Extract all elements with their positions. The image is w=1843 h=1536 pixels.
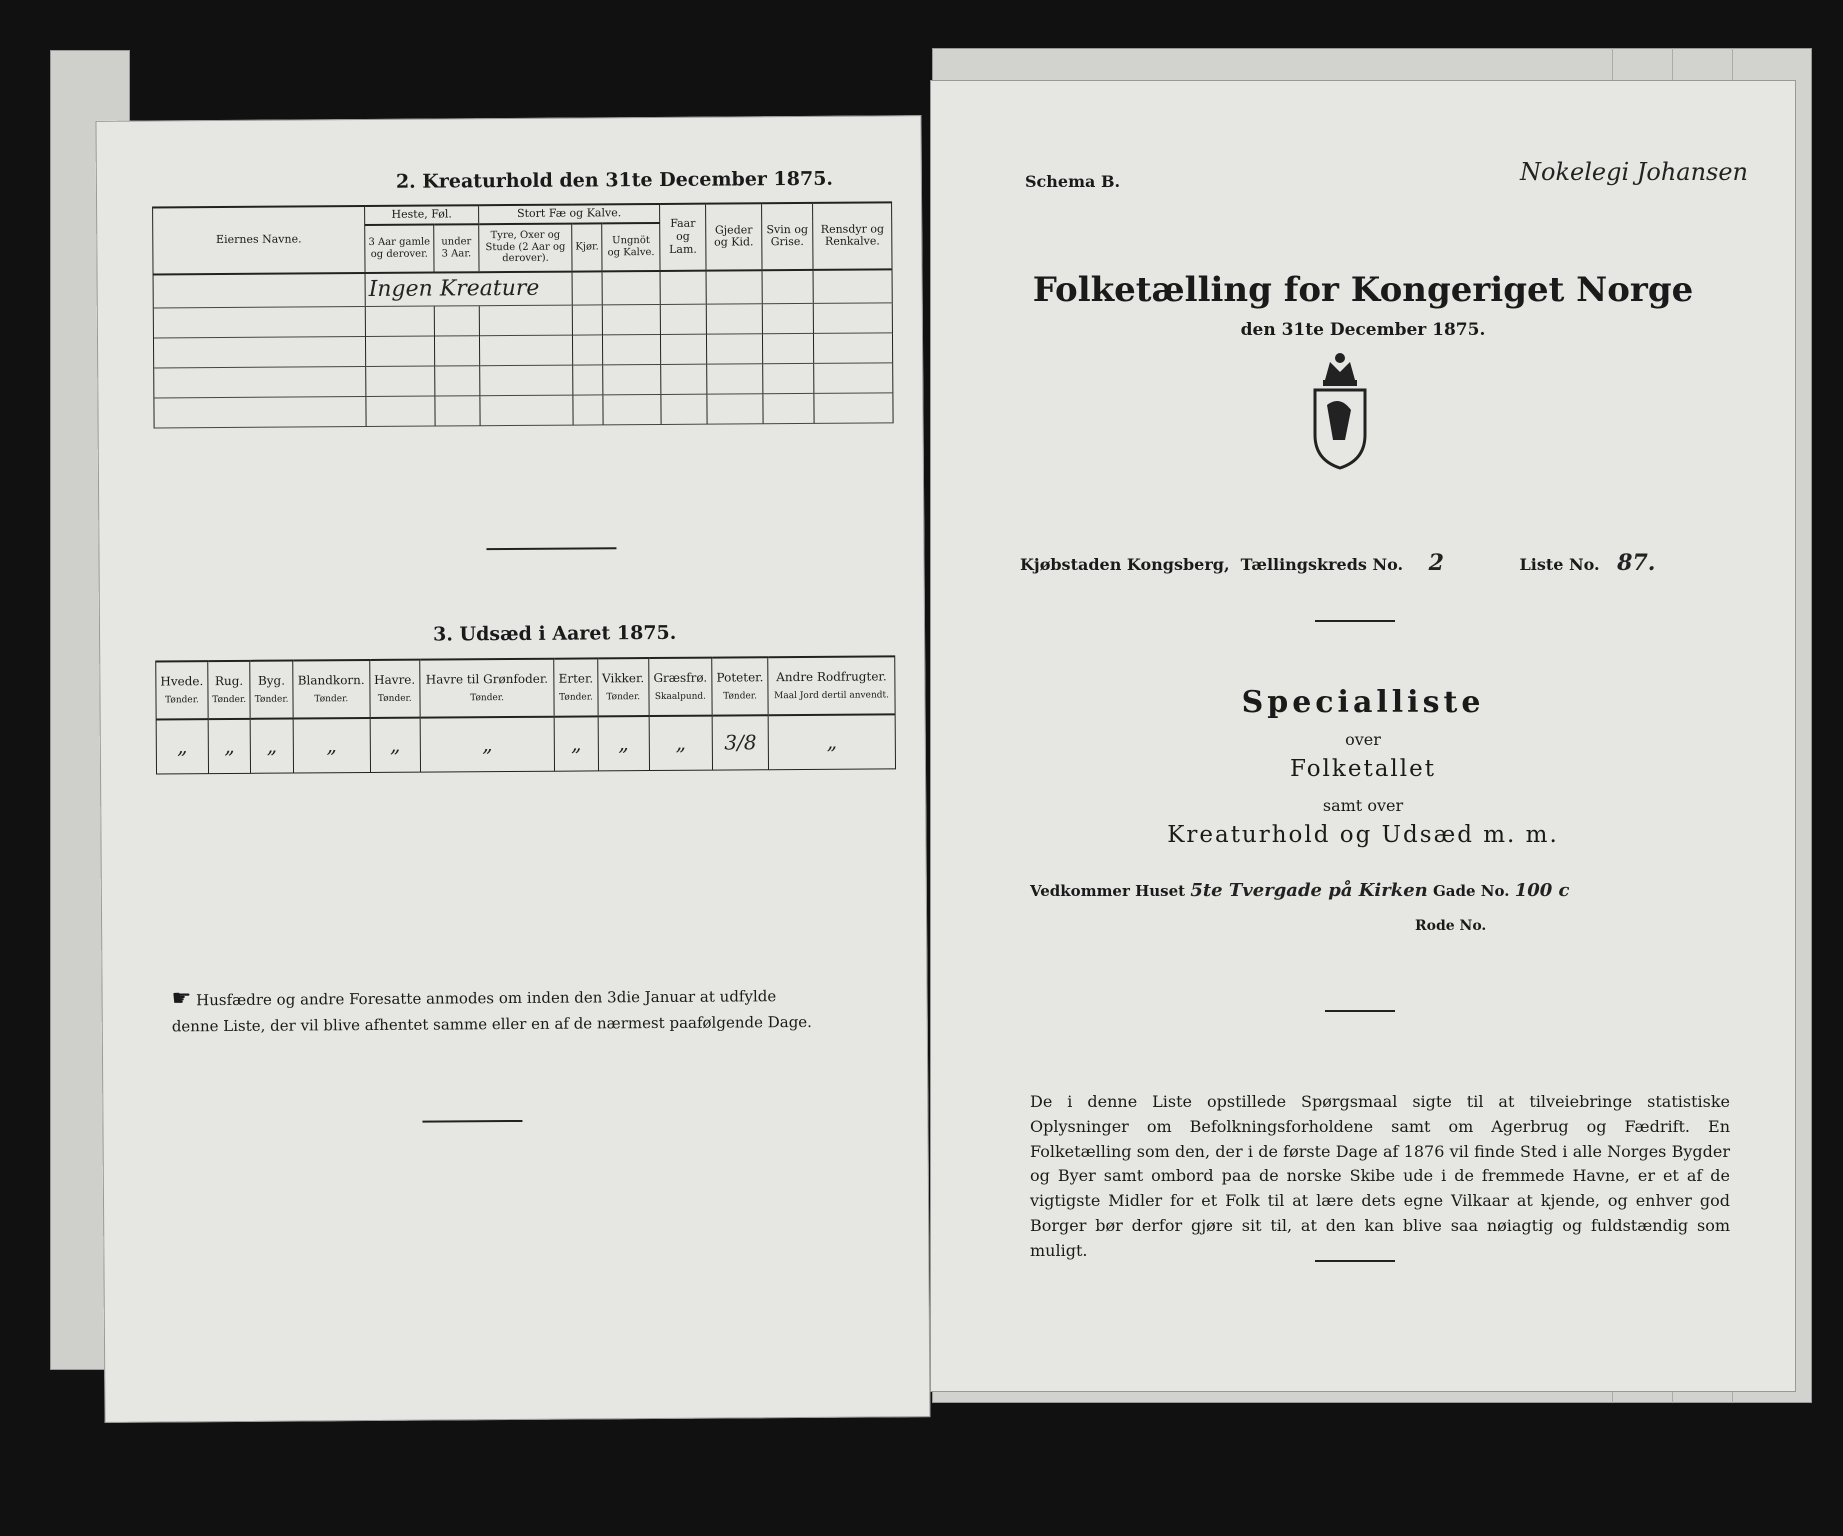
seed-col-name: Havre til Grønfoder. <box>425 671 549 687</box>
seed-col-unit: Tønder. <box>254 694 289 705</box>
seed-col-name: Andre Rodfrugter. <box>776 669 887 685</box>
kreds-number: 2 <box>1428 550 1444 576</box>
col-svin: Svin og Grise. <box>761 203 813 270</box>
main-title: Folketælling for Kongeriget Norge <box>1032 270 1694 310</box>
seed-value: „ <box>420 717 555 772</box>
seed-value: „ <box>370 718 420 772</box>
right-page <box>930 80 1796 1392</box>
folketallet-text: Folketallet <box>1290 756 1436 782</box>
table-row <box>154 393 893 428</box>
col-storfe-b: Kjør. <box>572 223 603 271</box>
seed-value: „ <box>554 716 598 770</box>
seed-col-unit: Tønder. <box>212 694 247 705</box>
seed-col-unit: Maal Jord dertil anvendt. <box>774 690 890 701</box>
seed-col-unit: Tønder. <box>377 693 412 704</box>
seed-col-8 <box>649 658 713 716</box>
seed-col-name: Havre. <box>374 672 416 687</box>
rode-label: Rode No. <box>1415 918 1487 934</box>
left-page <box>95 115 930 1423</box>
signature: Nokelegi Johansen <box>1520 158 1749 186</box>
seed-col-unit: Tønder. <box>723 691 758 702</box>
over-text: over <box>1345 730 1381 749</box>
seed-col-name: Græsfrø. <box>653 670 708 685</box>
seed-col-unit: Tønder. <box>606 691 641 703</box>
seed-col-name: Hvede. <box>160 674 204 689</box>
divider <box>1315 620 1395 622</box>
col-rensdyr: Rensdyr og Renkalve. <box>813 202 892 269</box>
col-owner: Eiernes Navne. <box>153 206 365 274</box>
liste-number: 87. <box>1617 550 1656 576</box>
divider <box>422 1120 522 1122</box>
divider <box>1325 1010 1395 1012</box>
samt-over-text: samt over <box>1322 796 1404 815</box>
col-faar: Faar og Lam. <box>659 204 706 271</box>
seed-col-unit: Tønder. <box>559 692 593 703</box>
seed-col-10 <box>768 656 895 715</box>
seed-value: „ <box>598 716 650 770</box>
seed-col-unit: Tønder. <box>314 693 349 705</box>
seed-col-1 <box>208 661 251 719</box>
seed-col-9 <box>712 657 768 715</box>
seed-value: „ <box>208 719 251 773</box>
notice: ☛ Husfædre og andre Foresatte anmodes om inden den 3die Januar at udfylde denne Liste, der vil blive afhentet samme eller en af de nærmest paafølgende Dage. <box>171 986 812 1036</box>
seed-col-name: Erter. <box>558 671 594 686</box>
table-row <box>153 269 892 308</box>
seed-col-4 <box>370 660 420 718</box>
section2-title: 2. Kreaturhold den 31te December 1875. <box>395 167 834 193</box>
schema-label: Schema B. <box>1025 172 1121 191</box>
seed-col-name: Blandkorn. <box>297 672 365 688</box>
seed-col-name: Vikker. <box>601 671 645 686</box>
seed-col-2 <box>250 661 293 719</box>
seed-col-name: Byg. <box>257 673 286 688</box>
seed-value: 3/8 <box>712 715 768 769</box>
seed-col-name: Rug. <box>214 673 244 689</box>
col-storfe-c: Ungnöt og Kalve. <box>602 223 660 271</box>
seed-value: „ <box>251 719 294 773</box>
seed-col-unit: Tønder. <box>470 692 504 704</box>
main-date: den 31te December 1875. <box>1240 320 1486 340</box>
col-gjeder: Gjeder og Kid. <box>706 203 762 270</box>
seed-col-5 <box>420 659 555 718</box>
seed-col-unit: Tønder. <box>165 694 199 706</box>
section3-title: 3. Udsæd i Aaret 1875. <box>432 621 677 646</box>
district-line: Kjøbstaden Kongsberg, Tællingskreds No. 2 Liste No. 87. <box>1020 550 1656 576</box>
col-storfe: Stort Fæ og Kalve. <box>479 204 660 224</box>
col-heste-b: under 3 Aar. <box>434 224 480 272</box>
livestock-table <box>152 201 894 428</box>
seed-col-0 <box>156 661 208 719</box>
seed-value: „ <box>293 718 370 773</box>
seed-col-7 <box>597 658 649 716</box>
seed-value: „ <box>156 719 208 773</box>
col-heste: Heste, Føl. <box>365 205 479 224</box>
seed-col-6 <box>554 658 598 716</box>
col-storfe-a: Tyre, Oxer og Stude (2 Aar og derover). <box>479 223 572 272</box>
seed-value: „ <box>768 714 895 769</box>
seed-table <box>155 655 896 774</box>
pointing-hand-icon: ☛ <box>171 986 192 1012</box>
seed-col-3 <box>293 660 370 719</box>
coat-of-arms-icon <box>1305 350 1375 470</box>
house-line: Vedkommer Huset 5te Tvergade på Kirken Gade No. 100 c <box>1030 880 1570 901</box>
intro-paragraph: De i denne Liste opstillede Spørgsmaal sigte til at tilveiebringe statistiske Oplysninger om Befolkningsforholdene samt om Agerbrug og Fædrift. En Folketælling som den, der i de første Dage af 1876 vil finde Sted i alle Norges Bygder og Byer samt ombord paa de norske Skibe ude i de fremmede Havne, er et af de vigtigste Midler for et Folk til at lære dets egne Vilkaar at kjende, og enhver god Borger bør derfor gjøre sit til, at den kan blive saa nøiagtig og fuldstændig som muligt. <box>1030 1092 1730 1260</box>
col-heste-a: 3 Aar gamle og derover. <box>365 224 434 272</box>
handwritten-entry: Ingen Kreature <box>368 276 540 303</box>
kreatur-text: Kreaturhold og Udsæd m. m. <box>1167 822 1559 848</box>
divider <box>486 547 616 549</box>
seed-col-unit: Skaalpund. <box>654 691 707 702</box>
special-title: Specialliste <box>1241 685 1485 720</box>
seed-value: „ <box>649 716 713 770</box>
divider <box>1315 1260 1395 1262</box>
seed-col-name: Poteter. <box>716 670 764 685</box>
